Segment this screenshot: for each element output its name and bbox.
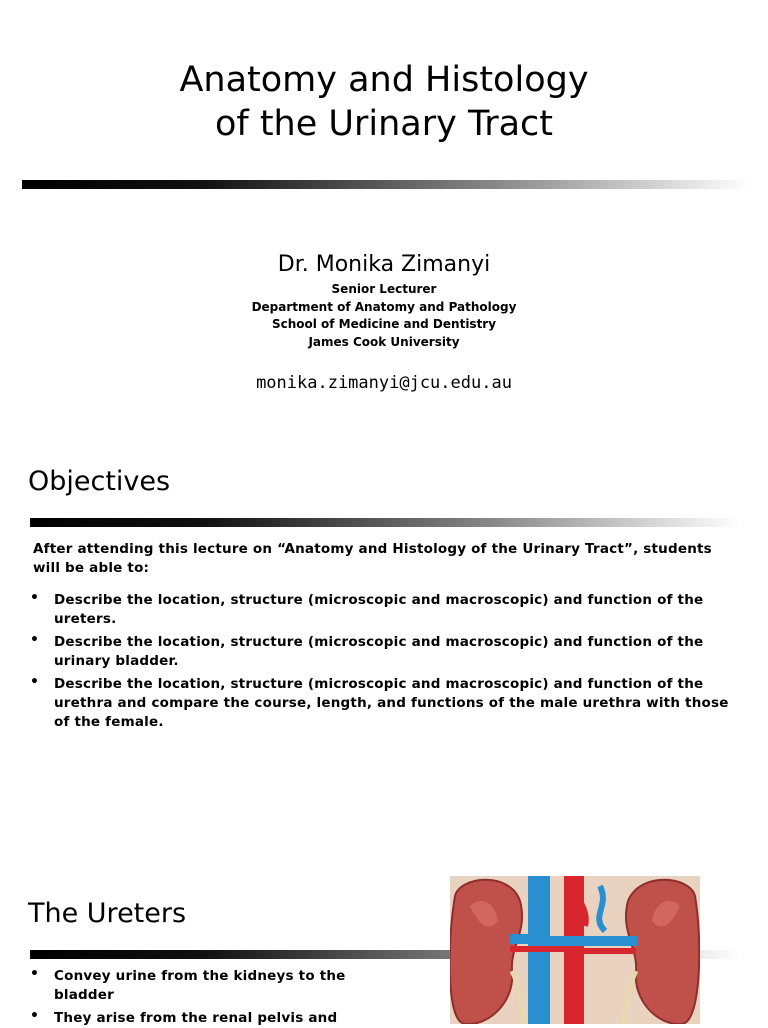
objective-3-line-2: urethra and compare the course, length, and functions of the male urethra with those xyxy=(54,695,729,711)
slide-title-line-1: Anatomy and Histology xyxy=(179,60,589,100)
title-divider xyxy=(22,180,750,189)
objective-1-line-2: ureters. xyxy=(54,611,117,627)
author-school: School of Medicine and Dentistry xyxy=(271,317,497,331)
bullet-marker: • xyxy=(30,590,39,606)
objectives-intro-line-2: will be able to: xyxy=(33,560,150,576)
objectives-divider xyxy=(30,518,740,527)
bullet-marker: • xyxy=(30,966,39,982)
ureters-bullet-1-line-1: Convey urine from the kidneys to the xyxy=(54,968,346,984)
objectives-heading: Objectives xyxy=(28,466,171,497)
kidney-illustration-svg xyxy=(450,876,700,1024)
bullet-marker: • xyxy=(30,674,39,690)
objective-1-line-1: Describe the location, structure (microscopic and macroscopic) and function of the xyxy=(54,592,704,608)
objectives-intro-line-1: After attending this lecture on “Anatomy and Histology of the Urinary Tract”, students xyxy=(33,541,712,557)
bullet-marker: • xyxy=(30,1008,39,1024)
kidney-illustration xyxy=(450,876,700,1024)
objective-2-line-1: Describe the location, structure (microscopic and macroscopic) and function of the xyxy=(54,634,704,650)
objective-3-line-1: Describe the location, structure (microscopic and macroscopic) and function of the xyxy=(54,676,704,692)
objective-2-line-2: urinary bladder. xyxy=(54,653,179,669)
ureters-heading: The Ureters xyxy=(28,898,187,929)
author-department: Department of Anatomy and Pathology xyxy=(251,300,517,314)
author-university: James Cook University xyxy=(308,335,460,349)
bullet-marker: • xyxy=(30,632,39,648)
author-title: Senior Lecturer xyxy=(331,282,437,296)
slide-title-line-2: of the Urinary Tract xyxy=(214,104,554,144)
author-email[interactable]: monika.zimanyi@jcu.edu.au xyxy=(256,373,512,393)
objective-3-line-3: of the female. xyxy=(54,714,164,730)
ureters-bullet-2-line-1: They arise from the renal pelvis and xyxy=(54,1010,338,1026)
author-name: Dr. Monika Zimanyi xyxy=(277,252,491,277)
ureters-bullet-1-line-2: bladder xyxy=(54,987,114,1003)
